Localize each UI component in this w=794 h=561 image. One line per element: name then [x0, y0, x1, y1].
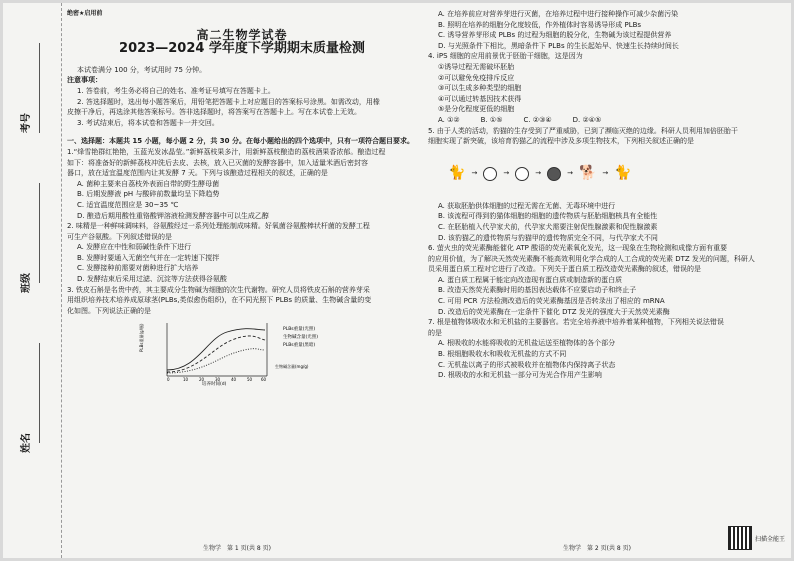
legend-item: PLBs重量(光照): [283, 327, 316, 333]
question-text: 1.“烽雪艳群红艳艳，玉蓝光发冰晶莹。”新鲜荔枝果多汁，用新鲜荔枝酿造的荔枝酒果香浓郁。酿造过程: [67, 147, 386, 156]
question-text: 可生产谷氨酸。下列叙述错误的是: [67, 232, 172, 241]
x-tick: 20: [199, 377, 205, 383]
option: A. 菌种主要来自荔枝外表面自带的野生酵母菌: [77, 179, 220, 188]
exam-subtitle: 2023—2024 学年度下学期期末质量检测: [119, 41, 365, 57]
question-text: 化如图。下列说法正确的是: [67, 306, 151, 315]
question-text: 如下：将准备好的新鲜荔枝冲洗后去皮、去核，放入已灭菌的发酵容器中，加入适量米酒后密封容: [67, 158, 368, 167]
qr-code-icon: [728, 526, 752, 550]
name-line: [39, 343, 40, 443]
intro-text: 本试卷满分 100 分，考试用时 75 分钟。: [77, 65, 207, 74]
option: B. 发酵时要通入无菌空气并在一定转速下搅拌: [77, 253, 220, 262]
legend-item: PLBs重量(黑暗): [283, 343, 316, 349]
exam-title: 高二生物学试卷: [196, 27, 288, 42]
statement: ②可以避免免疫排斥反应: [438, 73, 515, 82]
cat-icon: 🐈: [448, 165, 466, 182]
arrow-icon: →: [503, 169, 510, 178]
arrow-icon: →: [567, 169, 573, 178]
question-text: 5. 由于人类的活动，豹猫的生存受到了严重威胁，已到了濒临灭绝的边缘。科研人员利用加倍胚胎干: [428, 126, 738, 135]
x-tick: 10: [183, 377, 189, 383]
option: D. 酿造后期用酸性重铬酸钾溶液检测发酵容器中可以生成乙醇: [77, 211, 269, 220]
page-2-footer: 生物学 第 2 页(共 8 页): [563, 545, 631, 552]
cell-icon: [483, 167, 497, 181]
x-tick: 30: [215, 377, 221, 383]
option: B. 改造天然荧光素酶时用的基因表达载体不应要启动子和终止子: [438, 286, 637, 295]
exam-no-line: [39, 43, 40, 133]
arrow-icon: →: [535, 169, 542, 178]
option: A. 发酵应在中性和弱碱性条件下进行: [77, 243, 192, 252]
option: D. 根吸收的水和无机盐一部分可为光合作用产生影响: [438, 371, 602, 380]
statement: ③可以生成多种类型的细胞: [438, 84, 522, 93]
question-text: 器口，放在适宜温度范围内让其发酵 7 天。下列与该酿造过程相关的叙述，正确的是: [67, 169, 328, 178]
cell-icon: [515, 167, 529, 181]
option: D. 改造后的荧光素酶在一定条件下催化 DTZ 发光的强度大于天然荧光素酶: [438, 307, 670, 316]
x-axis-label: 培养时间(d): [202, 382, 227, 388]
question-text: 的应用价值，为了解决天然荧光素酶不能高效利用化学合成的人工合成的荧光素 DTZ 发光的问题，科研人: [428, 254, 755, 263]
option: D. 该豹猫乙的遗传物质与豹猫甲的遗传物质完全不同，与代孕家犬不同: [438, 233, 658, 242]
cat-icon: 🐈: [614, 165, 632, 182]
statement: ⑤是分化程度更低的细胞: [438, 105, 515, 114]
option: B. 照明在培养的细胞分化度较低，作外植体时容易诱导形成 PLBs: [438, 20, 642, 29]
option: D. 发酵结束后采用过滤、沉淀等方法获得谷氨酸: [77, 275, 227, 284]
option: C. 诱导营养芽形成 PLBs 的过程为细胞的脱分化，生物碱为该过程提供营养: [438, 31, 672, 40]
option: C. 可用 PCR 方法检测改造后的荧光素酶基因是否转录出了相应的 mRNA: [438, 297, 665, 306]
secret-tag: 绝密★启用前: [67, 10, 103, 17]
name-label: 姓名: [21, 433, 32, 453]
option: C. 无机盐以离子的形式被吸收并在植物体内保持离子状态: [438, 360, 616, 369]
y-axis-label: PLBs重量(g/瓶): [139, 323, 144, 353]
plbs-chart-svg: [139, 318, 337, 388]
note-line: 2. 答选择题时，选出每小题答案后，用铅笔把答题卡上对应题目的答案标号涂黑。如需改动，用橡: [77, 97, 380, 106]
note-line: 3. 考试结束后，将本试卷和答题卡一并交回。: [77, 118, 219, 127]
statement: ①诱导过程无需破坏胚胎: [438, 62, 515, 71]
legend-item: 生物碱含量(光照): [283, 335, 319, 341]
question-text: 3. 铁皮石斛是名贵中药，其主要成分生物碱为细胞的次生代谢物。研究人员将铁皮石斛的营养芽采: [67, 285, 370, 294]
notes-title: 注意事项：: [67, 76, 102, 85]
option: A. 根吸收的水能将吸收的无机盐运送至植物体的各个部分: [438, 339, 616, 348]
exam-no-label: 考号: [21, 113, 32, 133]
x-tick: 40: [231, 377, 237, 383]
page-1-footer: 生物学 第 1 页(共 8 页): [203, 545, 271, 552]
y2-axis-label: 生物碱含量(mg/g): [275, 364, 309, 370]
section-header: 一、选择题：本题共 15 小题，每小题 2 分，共 30 分。在每小题给出的四个选项中，只有一项符合题目要求。: [67, 137, 414, 146]
question-text: 的是: [428, 328, 442, 337]
note-line: 1. 答卷前，考生务必将自己的姓名、准考证号填写在答题卡上。: [77, 86, 275, 95]
scanner-app-label: 扫描全能王: [754, 535, 785, 543]
question-text: 4. iPS 细胞的应用前景优于胚胎干细胞，这是因为: [428, 52, 583, 61]
option: C. 适宜温度范围应是 30~35 ℃: [77, 200, 179, 209]
option: A. 蛋白质工程属于能定向改造现有蛋白质或制造新的蛋白质: [438, 275, 623, 284]
option: B. 根细胞吸收水和吸收无机盐的方式不同: [438, 350, 567, 359]
cloning-diagram: [448, 150, 783, 198]
series-alkaloid-light: [167, 336, 265, 372]
option: B. 该流程可得到豹猫体细胞的细胞的遗传物质与胚胎细胞核具有全能性: [438, 212, 658, 221]
option: D. 与光照条件下相比，黑暗条件下 PLBs 的生长起始早、快速生长持续时间长: [438, 41, 679, 50]
question-text: 细胞实现了新突破，该培育豹猫乙的流程中涉及多项生物技术，下列相关叙述正确的是: [428, 137, 694, 146]
plbs-chart: [139, 318, 337, 388]
scanner-watermark: [728, 526, 785, 550]
x-tick: 60: [261, 377, 267, 383]
question-text: 员采用蛋白质工程对它进行了改造。下列关于蛋白质工程改造荧光素酶的叙述，错误的是: [428, 265, 701, 274]
option: A. 获取胚胎供体细胞的过程无需在无菌、无毒环境中进行: [438, 201, 616, 210]
page-2: [428, 9, 783, 381]
page-1: [67, 9, 417, 390]
arrow-icon: →: [471, 169, 478, 178]
class-line: [39, 183, 40, 283]
question-text: 2. 味精是一种鲜味调味料，谷氨酸经过一系列处理能制成味精。好氧菌谷氨酸棒状杆菌的发酵工程: [67, 222, 370, 231]
statement: ④可以通过转基因技术获得: [438, 94, 522, 103]
exam-sheet: [3, 3, 791, 558]
x-tick: 50: [247, 377, 253, 383]
question-text: 7. 根是植物体吸收水和无机盐的主要器官。若完全培养液中培养着某种植物，下列相关说法错误: [428, 318, 724, 327]
question-text: 用组织培养技术培养成原球茎(PLBs,类似愈伤组织)，在不同光照下 PLBs 的质量、生物碱含量的变: [67, 296, 372, 305]
cell-icon: [547, 167, 561, 181]
question-text: 6. 萤火虫的荧光素酶能催化 ATP 酸语的荧光素氧化发光，这一现象在生物检测和成像方面有重要: [428, 244, 728, 253]
class-label: 班级: [21, 273, 32, 293]
option: A. 在培养前应对营养芽进行灭菌，在培养过程中进行接种操作可减少杂菌污染: [438, 10, 679, 18]
note-line: 皮擦干净后，再选涂其他答案标号。答非选择题时，将答案写在答题卡上。写在本试卷上无效。: [67, 108, 361, 117]
series-plbs-dark: [167, 349, 265, 373]
binding-margin: [3, 3, 62, 558]
option-row: A. ①② B. ①⑤ C. ②③④ D. ②④⑤: [438, 115, 602, 124]
arrow-icon: →: [602, 169, 609, 178]
x-tick: 0: [167, 377, 170, 383]
option: C. 发酵接种前需要对菌种进行扩大培养: [77, 264, 199, 273]
dog-icon: 🐕: [578, 165, 597, 182]
option: C. 在胚胎植入代孕家犬前，代孕家犬需要注射促性腺激素和促性腺激素: [438, 222, 658, 231]
option: B. 后期发酵液 pH 与酸碎前数量均呈下降趋势: [77, 190, 220, 199]
